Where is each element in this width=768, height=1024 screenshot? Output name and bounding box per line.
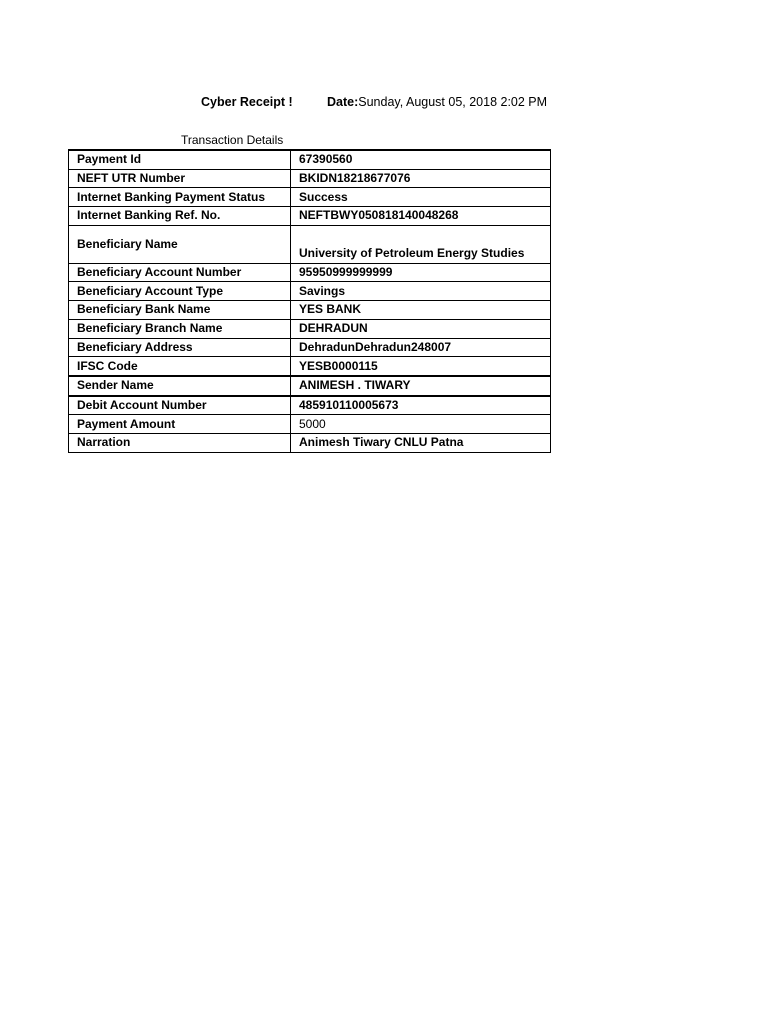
field-value: Animesh Tiwary CNLU Patna — [291, 433, 551, 452]
field-value: YES BANK — [291, 301, 551, 320]
field-value: NEFTBWY050818140048268 — [291, 207, 551, 226]
table-row — [69, 188, 551, 207]
table-row — [69, 338, 551, 357]
table-row — [69, 319, 551, 338]
section-title: Transaction Details — [181, 133, 284, 147]
field-value: 485910110005673 — [291, 396, 551, 415]
field-value: Savings — [291, 282, 551, 301]
field-value: 95950999999999 — [291, 263, 551, 282]
field-label: Payment Amount — [69, 415, 291, 434]
field-label: Narration — [69, 433, 291, 452]
table-row — [69, 263, 551, 282]
field-label: Beneficiary Branch Name — [69, 319, 291, 338]
field-label: Beneficiary Address — [69, 338, 291, 357]
table-row — [69, 376, 551, 396]
field-label: IFSC Code — [69, 357, 291, 376]
field-value: 67390560 — [291, 150, 551, 169]
field-label: Internet Banking Payment Status — [69, 188, 291, 207]
table-row — [69, 169, 551, 188]
field-label: Sender Name — [69, 376, 291, 396]
receipt-date — [327, 95, 547, 109]
table-row — [69, 150, 551, 169]
table-row — [69, 282, 551, 301]
field-value: 5000 — [291, 415, 551, 434]
field-label: Beneficiary Account Number — [69, 263, 291, 282]
date-label: Date: — [327, 95, 359, 109]
field-label: NEFT UTR Number — [69, 169, 291, 188]
field-value: University of Petroleum Energy Studies — [291, 225, 551, 263]
field-label: Payment Id — [69, 150, 291, 169]
transaction-details-table — [68, 149, 551, 453]
field-value: Success — [291, 188, 551, 207]
table-row — [69, 415, 551, 434]
table-row — [69, 357, 551, 376]
field-value: YESB0000115 — [291, 357, 551, 376]
field-label: Debit Account Number — [69, 396, 291, 415]
field-value: BKIDN18218677076 — [291, 169, 551, 188]
field-label: Beneficiary Name — [69, 225, 291, 263]
field-value: DehradunDehradun248007 — [291, 338, 551, 357]
table-row — [69, 207, 551, 226]
field-label: Beneficiary Bank Name — [69, 301, 291, 320]
table-row — [69, 225, 551, 263]
field-value: DEHRADUN — [291, 319, 551, 338]
table-row — [69, 301, 551, 320]
field-label: Internet Banking Ref. No. — [69, 207, 291, 226]
field-label: Beneficiary Account Type — [69, 282, 291, 301]
field-value: ANIMESH . TIWARY — [291, 376, 551, 396]
date-value: Sunday, August 05, 2018 2:02 PM — [358, 95, 548, 109]
table-row — [69, 396, 551, 415]
table-row — [69, 433, 551, 452]
receipt-title: Cyber Receipt ! — [201, 95, 293, 109]
